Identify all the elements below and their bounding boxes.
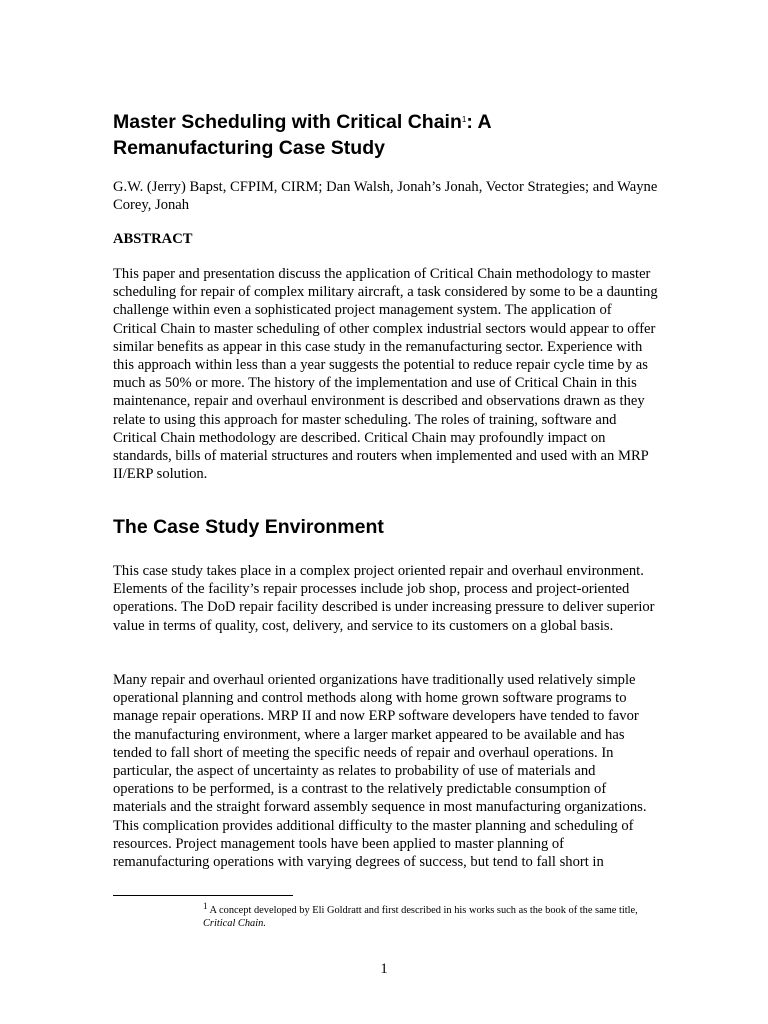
footnote-text: A concept developed by Eli Goldratt and first described in his works such as the book of the same title, [209, 905, 638, 916]
footnote-reference[interactable]: 1 [461, 115, 467, 124]
title-line2-text: Remanufacturing Case Study [113, 137, 385, 159]
body-paragraph-1: This case study takes place in a complex project oriented repair and overhaul environment. Elements of the facility’s repair processes include job shop, process and project-oriented operations. The DoD repair facility described is under increasing pressure to deliver superior value in terms of quality, cost, delivery, and service to its customers on a global basis. [113, 563, 655, 634]
abstract-paragraph: This paper and presentation discuss the application of Critical Chain methodology to master scheduling for repair of complex military aircraft, a task considered by some to be a daunting challenge within even a sophisticated project management system. The application of Critical Chain to master scheduling of other complex industrial sectors would appear to offer similar benefits as appear in this case study in the remanufacturing sector. Experience with this approach within less than a year suggests the potential to reduce repair cycle time by as much as 50% or more. The history of the implementation and use of Critical Chain in this maintenance, repair and overhaul environment is described and observations drawn as they relate to using this approach for master scheduling. The roles of training, software and Critical Chain methodology are described. Critical Chain may profoundly impact on standards, bills of material structures and routers when implemented and used with an MRP II/ERP solution. [113, 266, 658, 483]
author-list: G.W. (Jerry) Bapst, CFPIM, CIRM; Dan Walsh, Jonah’s Jonah, Vector Strategies; and Wayne Corey, Jonah [113, 179, 658, 214]
abstract-heading: ABSTRACT [113, 231, 193, 247]
section-heading: The Case Study Environment [113, 516, 384, 538]
title-line1-text: Master Scheduling with Critical Chain [113, 111, 462, 133]
footnote-divider [113, 895, 293, 896]
page-number: 1 [380, 961, 388, 977]
body-paragraph-2: Many repair and overhaul oriented organizations have traditionally used relatively simple operational planning and control methods along with home grown software programs to manage repair operations. MRP II and now ERP software developers have tended to favor the manufacturing environment, where a larger market appeared to be available and has tended to fall short of meeting the specific needs of repair and overhaul operations. In particular, the aspect of uncertainty as relates to probability of use of materials and operations to be performed, is a contrast to the relatively predictable consumption of materials and the straight forward assembly sequence in most manufacturing organizations. This complication provides additional difficulty to the master planning and scheduling of resources. Project management tools have been applied to master planning of remanufacturing operations with varying degrees of success, but tend to fall short in [113, 672, 647, 871]
paper-title [113, 107, 673, 161]
footnote-book-title: Critical Chain. [203, 918, 266, 929]
title-line1-suffix: : A [466, 111, 492, 133]
footnote [203, 900, 643, 930]
footnote-marker: 1 [203, 901, 208, 911]
